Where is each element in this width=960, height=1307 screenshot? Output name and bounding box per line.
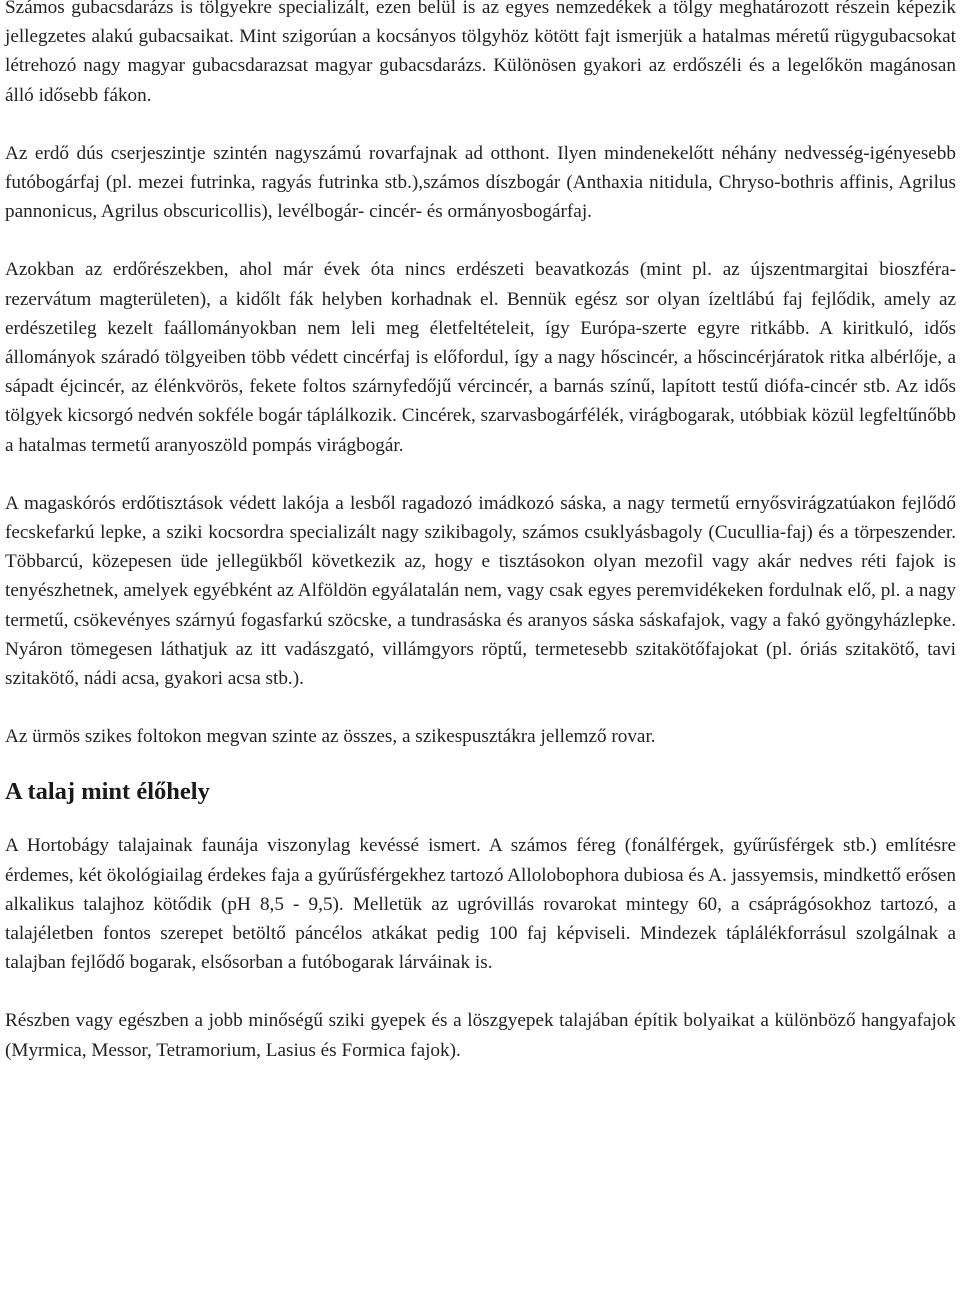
paragraph-ants: Részben vagy egészben a jobb minőségű sziki gyepek és a löszgyepek talajában építik bolyaikat a különböző hangyafajok (Myrmica, Messor, Tetramorium, Lasius és Formica fajok). — [5, 1010, 956, 1061]
paragraph-gall-wasps: Számos gubacsdarázs is tölgyekre specializált, ezen belül is az egyes nemzedékek a tölgy meghatározott részein képezik jellegzetes alakú gubacsaikat. Mint szigorúan a kocsányos tölgyhöz kötött fajt ismerjük a hatalmas méretű rügygubacsokat létrehozó nagy magyar gubacsdarazsat magyar gubacsdarázs. Különösen gyakori az erdőszéli és a legelőkön magánosan álló idősebb fákon. — [5, 0, 956, 106]
paragraph-saline-patches: Az ürmös szikes foltokon megvan szinte az összes, a szikespusztákra jellemző rovar. — [5, 726, 656, 748]
paragraph-clearings: A magaskórós erdőtisztások védett lakója a lesből ragadozó imádkozó sáska, a nagy termetű ernyősvirágzatúakon fejlődő fecskefarkú lepke, a sziki kocsordra specializált nagy szikibagoly, számos csuklyásbagoly (Cucullia-faj) és a törpeszender. Többarcú, közepesen üde jellegükből következik az, hogy e tisztásokon olyan mezofil vagy akár nedves réti fajok is tenyészhetnek, amelyek egyébként az Alföldön egyálatalán nem, vagy csak egyes peremvidékeken fordulnak elő, pl. a nagy termetű, csökevényes szárnyú fogasfarkú szöcske, a tundrasáska és aranyos sáska sáskafajok, vagy a fakó gyöngyházlepke. Nyáron tömegesen láthatjuk az itt vadászgató, villámgyors röptű, termetesebb szitakötőfajokat (pl. óriás szitakötő, tavi szitakötő, nádi acsa, gyakori acsa stb.). — [5, 492, 956, 690]
paragraph-soil-fauna: A Hortobágy talajainak faunája viszonylag kevéssé ismert. A számos féreg (fonálférgek, gyűrűsférgek stb.) említésre érdemes, két ökológiailag érdekes faja a gyűrűsférgekhez tartozó Allolobophora dubiosa és A. jassyemsis, mindkettő erősen alkalikus talajhoz kötődik (pH 8,5 - 9,5). Melletük az ugróvillás rovarokat mintegy 60, a csáprágósokhoz tartozó, a talajéletben fontos szerepet betöltő páncélos atkákat pedig 100 faj képviseli. Mindezek táplálékforrásul szolgálnak a talajban fejlődő bogarak, elsősorban a futóbogarak lárváinak is. — [5, 835, 956, 974]
paragraph-deadwood: Azokban az erdőrészekben, ahol már évek óta nincs erdészeti beavatkozás (mint pl. az újszentmargitai bioszféra-rezervátum magterületen), a kidőlt fák helyben korhadnak el. Bennük egész sor olyan ízeltlábú faj fejlődik, amely az erdészetileg kezelt faállományokban nem leli meg életfeltételeit, így Európa-szerte egyre ritkább. A kiritkuló, idős állományok száradó tölgyeiben több védett cincérfaj is előfordul, így a nagy hőscincér, a hőscincérjáratok ritka albérlője, a sápadt éjcincér, az élénkvörös, fekete foltos szárnyfedőjű vércincér, a barnás színű, lapított testű diófa-cincér stb. Az idős tölgyek kicsorgó nedvén sokféle bogár táplálkozik. Cincérek, szarvasbogárfélék, virágbogarak, utóbbiak közül legfeltűnőbb a hatalmas termetű aranyoszöld pompás virágbogár. — [5, 259, 956, 456]
paragraph-shrub-layer: Az erdő dús cserjeszintje szintén nagyszámú rovarfajnak ad otthont. Ilyen mindenekelőtt néhány nedvesség-igényesebb futóbogárfaj (pl. mezei futrinka, ragyás futrinka stb.),számos díszbogár (Anthaxia nitidula, Chryso-bothris affinis, Agrilus pannonicus, Agrilus obscuricollis), levélbogár- cincér- és ormányosbogárfaj. — [5, 142, 956, 223]
section-heading: A talaj mint élőhely — [5, 778, 210, 806]
